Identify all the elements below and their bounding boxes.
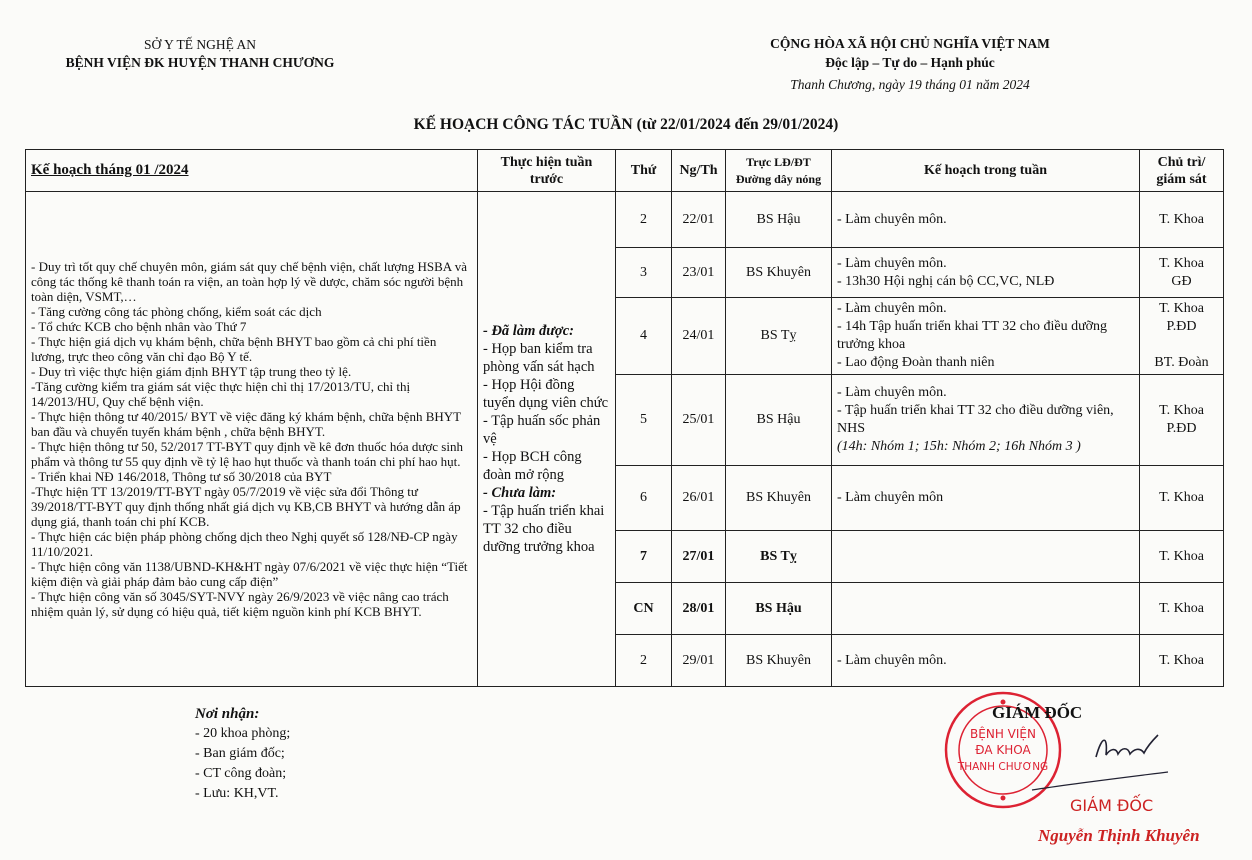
supervisor-cell bbox=[1140, 466, 1224, 531]
day-cell: 7 bbox=[616, 531, 672, 583]
day-cell: 5 bbox=[616, 375, 672, 466]
motto: Độc lập – Tự do – Hạnh phúc bbox=[825, 55, 995, 70]
day-cell: 6 bbox=[616, 466, 672, 531]
supervisor-cell bbox=[1140, 248, 1224, 298]
header-duty: Trực LĐ/ĐT Đường dây nóng bbox=[726, 150, 832, 192]
hospital-name: BỆNH VIỆN ĐK HUYỆN THANH CHƯƠNG bbox=[65, 55, 335, 70]
header-supervisor: Chủ trì/ giám sát bbox=[1140, 150, 1224, 192]
month-plan-item: - Thực hiện công văn 1138/UBND-KH&HT ngày 07/6/2021 về việc thực hiện “Tiết kiệm điện và giải pháp đảm bảo cung cấp điện” bbox=[31, 559, 468, 589]
month-plan-item: - Duy trì tốt quy chế chuyên môn, giám sát quy chế bệnh viện, chất lượng HSBA và công tác thống kê thanh toán ra viện, an toàn hợp lý về dược, chăm sóc người bệnh toàn diện, VSMT,… bbox=[31, 259, 467, 304]
date-cell: 27/01 bbox=[672, 531, 726, 583]
todo-label: - Chưa làm: bbox=[483, 485, 557, 501]
done-item: - Họp Hội đồng tuyển dụng viên chức bbox=[483, 377, 609, 411]
month-plan-item: - Triển khai NĐ 146/2018, Thông tư số 30/2018 của BYT bbox=[31, 469, 332, 484]
month-plan-item: -Thực hiện TT 13/2019/TT-BYT ngày 05/7/2019 về việc sửa đổi Thông tư 39/2018/TT-BYT quy định thống nhất giá dịch vụ KB,CB BHYT và hướng dẫn áp dụng giá, thanh toán chi phí KCB. bbox=[31, 484, 461, 529]
header-date: Ng/Th bbox=[672, 150, 726, 192]
supervisor-cell bbox=[1140, 192, 1224, 248]
month-plan-item: - Tăng cường công tác phòng chống, kiểm soát các dịch bbox=[31, 304, 322, 319]
prev-week-cell bbox=[478, 192, 616, 687]
month-plan-item: - Duy trì việc thực hiện giám định BHYT tập trung theo tỷ lệ. bbox=[31, 364, 352, 379]
date-cell: 23/01 bbox=[672, 248, 726, 298]
month-plan-item: -Tăng cường kiểm tra giám sát việc thực hiện chỉ thị 17/2013/TU, chỉ thị 14/2013/HU, Quy chế bệnh viện. bbox=[31, 379, 411, 409]
duty-cell: BS Khuyên bbox=[726, 635, 832, 687]
supervisor-item: T. Khoa bbox=[1159, 600, 1204, 616]
duty-cell: BS Hậu bbox=[726, 375, 832, 466]
recipient-item: - Lưu: KH,VT. bbox=[195, 786, 279, 801]
month-plan-item: - Thực hiện giá dịch vụ khám bệnh, chữa bệnh BHYT bao gồm cả chi phí tiền lương, trực theo công văn chỉ đạo Bộ Y tế. bbox=[31, 334, 437, 364]
plan-item: - Làm chuyên môn bbox=[837, 490, 944, 505]
week-plan-cell bbox=[832, 192, 1140, 248]
stamp-text-line: ĐA KHOA bbox=[975, 743, 1031, 757]
done-item: - Họp BCH công đoàn mở rộng bbox=[483, 449, 582, 483]
plan-item: - 13h30 Hội nghị cán bộ CC,VC, NLĐ bbox=[837, 273, 1055, 289]
signature-title: GIÁM ĐỐC bbox=[992, 703, 1083, 722]
plan-note: (14h: Nhóm 1; 15h: Nhóm 2; 16h Nhóm 3 ) bbox=[837, 439, 1081, 454]
month-plan-item: - Thực hiện thông tư 50, 52/2017 TT-BYT quy định về kê đơn thuốc hóa dược sinh phẩm và thông tư 55 quy định về tỷ lệ hao hụt thuốc và thanh toán chi phí hao hụt. bbox=[31, 439, 463, 469]
plan-item: - Tập huấn triển khai TT 32 cho điều dưỡng viên, NHS bbox=[837, 403, 1114, 436]
supervisor-item: T. Khoa bbox=[1159, 548, 1204, 564]
recipients-label: Nơi nhận: bbox=[195, 706, 260, 722]
supervisor-item: T. Khoa bbox=[1159, 255, 1204, 271]
recipients bbox=[195, 704, 290, 804]
date-cell: 22/01 bbox=[672, 192, 726, 248]
table-row bbox=[26, 192, 1224, 248]
document-title: KẾ HOẠCH CÔNG TÁC TUẦN (từ 22/01/2024 đến 29/01/2024) bbox=[413, 116, 839, 133]
day-cell: 2 bbox=[616, 192, 672, 248]
department-name: SỞ Y TẾ NGHỆ AN bbox=[143, 37, 256, 52]
supervisor-item: T. Khoa bbox=[1159, 211, 1204, 227]
date-cell: 28/01 bbox=[672, 583, 726, 635]
duty-cell: BS Hậu bbox=[726, 583, 832, 635]
work-plan-table bbox=[25, 149, 1224, 687]
signature-label: GIÁM ĐỐC bbox=[1070, 796, 1154, 815]
header-month-plan: Kế hoạch tháng 01 /2024 bbox=[26, 150, 478, 192]
header-right bbox=[700, 34, 1120, 94]
day-cell: 4 bbox=[616, 298, 672, 375]
done-item: - Họp ban kiểm tra phòng vấn sát hạch bbox=[483, 341, 595, 375]
supervisor-item: GĐ bbox=[1171, 273, 1192, 289]
supervisor-cell bbox=[1140, 531, 1224, 583]
plan-item: - Làm chuyên môn. bbox=[837, 255, 947, 271]
date-cell: 26/01 bbox=[672, 466, 726, 531]
plan-item: - Làm chuyên môn. bbox=[837, 301, 947, 316]
stamp-text-line: THANH CHƯƠNG bbox=[957, 761, 1049, 773]
week-plan-cell bbox=[832, 583, 1140, 635]
plan-item: - Làm chuyên môn. bbox=[837, 652, 947, 668]
table-header-row bbox=[26, 150, 1224, 192]
table-body bbox=[26, 192, 1224, 687]
week-plan-cell bbox=[832, 248, 1140, 298]
recipient-item: - CT công đoàn; bbox=[195, 766, 287, 781]
supervisor-item: T. Khoa bbox=[1159, 403, 1204, 418]
date-cell: 24/01 bbox=[672, 298, 726, 375]
day-cell: 3 bbox=[616, 248, 672, 298]
plan-item: - Làm chuyên môn. bbox=[837, 385, 947, 400]
recipient-item: - 20 khoa phòng; bbox=[195, 726, 291, 741]
stamp-text-line: BỆNH VIỆN bbox=[970, 727, 1036, 741]
month-plan-item: - Thực hiện các biện pháp phòng chống dịch theo Nghị quyết số 128/NĐ-CP ngày 11/10/2021. bbox=[31, 529, 458, 559]
day-cell: CN bbox=[616, 583, 672, 635]
supervisor-cell bbox=[1140, 583, 1224, 635]
signature-underline bbox=[1030, 770, 1170, 795]
recipient-item: - Ban giám đốc; bbox=[195, 746, 285, 761]
week-plan-cell bbox=[832, 298, 1140, 375]
duty-cell: BS Tỵ bbox=[726, 298, 832, 375]
week-plan-cell bbox=[832, 635, 1140, 687]
month-plan-item: - Thực hiện thông tư 40/2015/ BYT về việc đăng ký khám bệnh, chữa bệnh BHYT ban đầu và chuyển tuyến khám bệnh , chữa bệnh BHYT. bbox=[31, 409, 461, 439]
header-prev-week: Thực hiện tuần trước bbox=[478, 150, 616, 192]
supervisor-item: BT. Đoàn bbox=[1154, 355, 1209, 370]
todo-item: - Tập huấn triển khai TT 32 cho điều dưỡng trưởng khoa bbox=[483, 503, 605, 555]
supervisor-item: P.ĐD bbox=[1166, 319, 1197, 334]
signer-name: Nguyễn Thịnh Khuyên bbox=[1038, 826, 1200, 845]
done-item: - Tập huấn sốc phản vệ bbox=[483, 413, 601, 447]
supervisor-item: T. Khoa bbox=[1159, 652, 1204, 668]
duty-cell: BS Khuyên bbox=[726, 466, 832, 531]
month-plan-item: - Tổ chức KCB cho bệnh nhân vào Thứ 7 bbox=[31, 319, 247, 334]
date-cell: 25/01 bbox=[672, 375, 726, 466]
month-plan-cell bbox=[26, 192, 478, 687]
duty-cell: BS Tỵ bbox=[726, 531, 832, 583]
header-left bbox=[20, 36, 380, 72]
date-cell: 29/01 bbox=[672, 635, 726, 687]
supervisor-cell bbox=[1140, 298, 1224, 375]
header-week-plan: Kế hoạch trong tuần bbox=[832, 150, 1140, 192]
date-line: Thanh Chương, ngày 19 tháng 01 năm 2024 bbox=[790, 77, 1030, 92]
supervisor-item: T. Khoa bbox=[1159, 301, 1204, 316]
supervisor-cell bbox=[1140, 375, 1224, 466]
done-label: - Đã làm được: bbox=[483, 323, 574, 339]
header-day: Thứ bbox=[616, 150, 672, 192]
week-plan-cell bbox=[832, 466, 1140, 531]
plan-item: - Làm chuyên môn. bbox=[837, 211, 947, 227]
supervisor-item: T. Khoa bbox=[1159, 490, 1204, 505]
week-plan-cell bbox=[832, 531, 1140, 583]
handwritten-signature bbox=[1088, 727, 1168, 772]
duty-cell: BS Khuyên bbox=[726, 248, 832, 298]
day-cell: 2 bbox=[616, 635, 672, 687]
month-plan-item: - Thực hiện công văn số 3045/SYT-NVY ngày 26/9/2023 về việc nâng cao trách nhiệm quản lý, sử dụng có hiệu quả, tiết kiệm nguồn kinh phí KCB BHYT. bbox=[31, 589, 449, 619]
week-plan-cell bbox=[832, 375, 1140, 466]
plan-item: - Lao động Đoàn thanh niên bbox=[837, 355, 995, 370]
duty-cell: BS Hậu bbox=[726, 192, 832, 248]
supervisor-cell bbox=[1140, 635, 1224, 687]
plan-item: - 14h Tập huấn triển khai TT 32 cho điều dưỡng trưởng khoa bbox=[837, 319, 1108, 352]
supervisor-item: P.ĐD bbox=[1166, 421, 1197, 436]
national-title: CỘNG HÒA XÃ HỘI CHỦ NGHĨA VIỆT NAM bbox=[770, 36, 1050, 51]
